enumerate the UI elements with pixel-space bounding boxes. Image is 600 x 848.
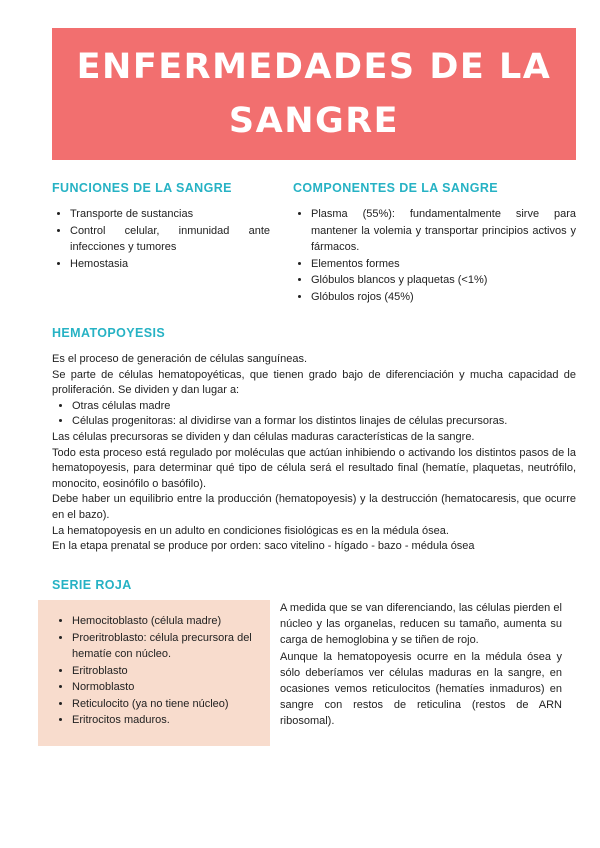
paragraph: Todo esta proceso está regulado por moléculas que actúan inhibiendo o activando los distintos pasos de la hematopoyesis, para determinar qué tipo de célula será el resultado final (hematíe, plaquetas, neutrófilo, monocito, eosinófilo o basófilo). xyxy=(52,446,576,490)
funciones-list-block xyxy=(52,206,270,272)
hematopoyesis-list xyxy=(52,399,576,430)
componentes-list-block xyxy=(293,206,576,305)
page-title: ENFERMEDADES DE LA SANGRE xyxy=(76,47,552,141)
list-item: • Glóbulos blancos y plaquetas (<1%) xyxy=(311,272,576,289)
hematopoyesis-body xyxy=(52,352,576,555)
paragraph: Aunque la hematopoyesis ocurre en la médula ósea y sólo deberíamos ver células maduras en la sangre, en ocasiones vemos reticulocitos (hematíes inmaduros) en sangre con restos de reticulina (restos de ARN ribosomal). xyxy=(280,650,562,728)
componentes-list xyxy=(293,206,576,305)
list-item: • Hemocitoblasto (célula madre) xyxy=(72,613,262,630)
list-item: • Células progenitoras: al dividirse van a formar los distintos linajes de células precursoras. xyxy=(72,414,576,430)
paragraph: Se parte de células hematopoyéticas, que tienen grado bajo de diferenciación y mucha capacidad de proliferación. Se dividen y dan lugar a: xyxy=(52,368,576,397)
funciones-list xyxy=(52,206,270,272)
list-item: • Elementos formes xyxy=(311,256,576,273)
list-item: • Eritrocitos maduros. xyxy=(72,712,262,729)
title-banner xyxy=(52,28,576,160)
list-item: • Reticulocito (ya no tiene núcleo) xyxy=(72,696,262,713)
list-item: • Otras células madre xyxy=(72,399,576,415)
list-item: • Plasma (55%): fundamentalmente sirve para mantener la volemia y transportar principios activos y fármacos. xyxy=(311,206,576,256)
list-item: • Eritroblasto xyxy=(72,663,262,680)
serie-roja-list xyxy=(54,613,262,729)
paragraph: A medida que se van diferenciando, las células pierden el núcleo y las organelas, reducen su tamaño, aumenta su carga de hemoglobina y se tiñen de rojo. xyxy=(280,602,562,647)
serie-roja-box xyxy=(38,600,270,746)
paragraph: En la etapa prenatal se produce por orden: saco vitelino - hígado - bazo - médula ósea xyxy=(52,540,475,553)
hematopoyesis-heading: HEMATOPOYESIS xyxy=(52,326,166,340)
serie-roja-heading: SERIE ROJA xyxy=(52,578,132,592)
list-item: • Proeritroblasto: célula precursora del hematíe con núcleo. xyxy=(72,630,262,663)
funciones-heading: FUNCIONES DE LA SANGRE xyxy=(52,181,232,195)
componentes-heading: COMPONENTES DE LA SANGRE xyxy=(293,181,498,195)
paragraph: La hematopoyesis en un adulto en condiciones fisiológicas es en la médula ósea. xyxy=(52,524,449,537)
list-item: • Normoblasto xyxy=(72,679,262,696)
serie-roja-text xyxy=(280,600,562,730)
list-item: • Glóbulos rojos (45%) xyxy=(311,289,576,306)
paragraph: Las células precursoras se dividen y dan células maduras características de la sangre. xyxy=(52,430,475,443)
list-item: • Transporte de sustancias xyxy=(70,206,270,223)
list-item: • Hemostasia xyxy=(70,256,270,273)
paragraph: Debe haber un equilibrio entre la producción (hematopoyesis) y la destrucción (hematocaresis, que ocurre en el bazo). xyxy=(52,493,576,521)
list-item: • Control celular, inmunidad ante infecciones y tumores xyxy=(70,223,270,256)
paragraph: Es el proceso de generación de células sanguíneas. xyxy=(52,353,308,365)
